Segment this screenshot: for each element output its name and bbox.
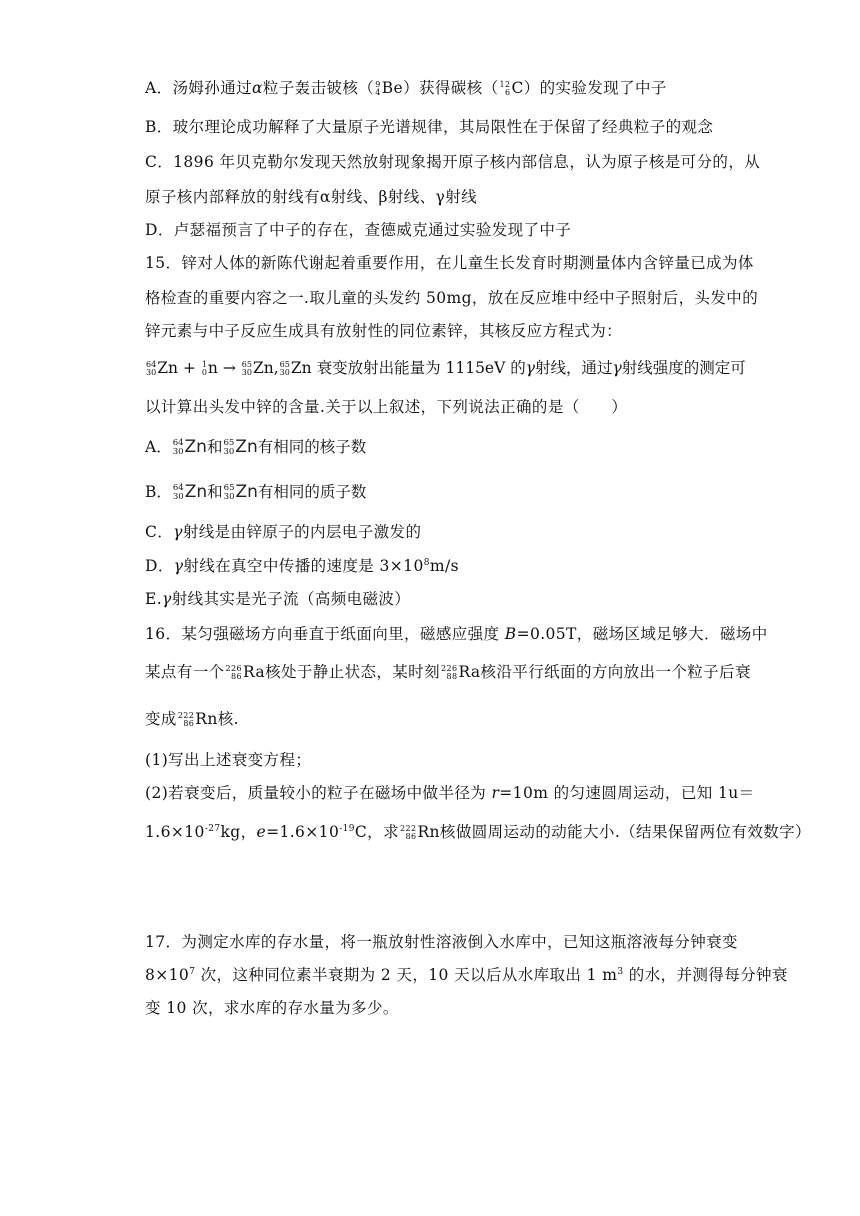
nuclide-zn64: 64 30 Zn	[146, 359, 178, 377]
nuclide-zn65-b: 65 30 Zn	[279, 359, 312, 377]
option-label: B．	[145, 483, 172, 501]
q14-a-text3: ）获得碳核（	[403, 79, 499, 97]
nuclide-c: 12 6 C	[499, 79, 524, 97]
q17-line3: 变 10 次，求水库的存水量为多少。	[145, 999, 399, 1017]
q15-option-d: D．γ射线在真空中传播的速度是 $3\times 10^8m/s$	[145, 557, 459, 575]
q17-line1: 17．为测定水库的存水量，将一瓶放射性溶液倒入水库中，已知这瓶溶液每分钟衰变	[145, 933, 738, 951]
q17-line2: $8\times 10^7$ 次，这种同位素半衰期为 2 天，10 天以后从水库取出 1 $m^3$ 的水，并测得每分钟衰	[145, 966, 788, 984]
nuclide-rn222: 222 86 Rn	[177, 710, 218, 728]
q14-a-text4: ）的实验发现了中子	[523, 79, 667, 97]
q14-option-c-line2: 原子核内部释放的射线有α射线、β射线、γ射线	[145, 188, 477, 206]
q14-a-text2: 粒子轰击铍核（	[262, 79, 375, 97]
nuclide-be: 9 4 Be	[375, 79, 404, 97]
eq-tail1: 衰变放射出能量为 1115eV 的	[316, 359, 526, 377]
plus-sign: +	[182, 359, 196, 377]
nuclide-neutron: 1 0 n	[201, 359, 218, 377]
q15-option-a: A． 64 30 Zn和 65 30 Zn有相同的核子数	[145, 437, 367, 457]
q16-part1: (1)写出上述衰变方程；	[145, 751, 312, 769]
q16-line2: 某点有一个 226 86 Ra核处于静止状态，某时刻 226 88 Ra核沿平行纸面的方向放出一个粒子后衰	[145, 663, 751, 681]
q15-equation-line	[145, 357, 746, 379]
gamma-symbol: γ	[525, 359, 535, 377]
q16-part2-line2: $1.6\times 10^{-27}kg$，$e=1.6\times 10^{-19}C$，求 222 86 Rn核做圆周运动的动能大小.（结果保留两位有效数字）	[145, 823, 811, 841]
nuclide-rn222: 222 86 Rn	[399, 823, 440, 841]
nuclide-zn64: 64 30 Zn	[172, 482, 208, 502]
gamma-symbol: γ	[173, 557, 184, 575]
q15-stem-line3: 锌元素与中子反应生成具有放射性的同位素锌，其核反应方程式为：	[145, 322, 623, 340]
q14-a-text1: A．汤姆孙通过	[145, 79, 252, 97]
nuclide-ra226-86: 226 86 Ra	[225, 663, 266, 681]
q14-option-a	[145, 77, 667, 99]
comma: ,	[273, 359, 279, 377]
nuclide-zn65: 65 30 Zn	[223, 482, 258, 502]
gamma-symbol: γ	[162, 590, 172, 608]
q16-line1: 16．某匀强磁场方向垂直于纸面向里，磁感应强度 B=0.05T，磁场区域足够大．磁场中	[145, 625, 768, 643]
eq-tail3: 射线强度的测定可	[621, 359, 746, 377]
gamma-symbol: γ	[612, 359, 622, 377]
q14-option-b: B．玻尔理论成功解释了大量原子光谱规律，其局限性在于保留了经典粒子的观念	[145, 118, 714, 136]
q16-part2-line1: (2)若衰变后，质量较小的粒子在磁场中做半径为 r=10m 的匀速圆周运动，已知 1u＝	[145, 784, 755, 802]
nuclide-ra226-88: 226 88 Ra	[440, 663, 481, 681]
alpha-symbol: α	[252, 79, 263, 97]
nuclide-zn65: 65 30 Zn	[241, 359, 274, 377]
nuclide-zn65: 65 30 Zn	[223, 437, 258, 457]
q15-stem-line2: 格检查的重要内容之一.取儿童的头发约 50mg，放在反应堆中经中子照射后，头发中的	[145, 289, 759, 307]
q14-option-c-line1: C．1896 年贝克勒尔发现天然放射现象揭开原子核内部信息，认为原子核是可分的，从	[145, 153, 761, 171]
q15-option-e: E.γ射线其实是光子流（高频电磁波）	[145, 590, 411, 608]
q15-option-c: C．γ射线是由锌原子的内层电子激发的	[145, 523, 422, 541]
nuclide-zn64: 64 30 Zn	[172, 437, 207, 457]
q15-stem-line1: 15．锌对人体的新陈代谢起着重要作用，在儿童生长发育时期测量体内含锌量已成为体	[145, 254, 754, 272]
q15-option-b: B． 64 30 Zn和 65 30 Zn有相同的质子数	[145, 482, 367, 502]
eq-tail2: 射线，通过	[535, 359, 613, 377]
option-label: A．	[145, 438, 172, 456]
q14-option-d: D．卢瑟福预言了中子的存在，查德威克通过实验发现了中子	[145, 221, 572, 239]
q15-stem-line5: 以计算出头发中锌的含量.关于以上叙述，下列说法正确的是（ ）	[145, 398, 628, 416]
q16-line3: 变成 222 86 Rn核.	[145, 710, 239, 728]
reaction-arrow: →	[222, 359, 236, 377]
gamma-symbol: γ	[173, 523, 183, 541]
